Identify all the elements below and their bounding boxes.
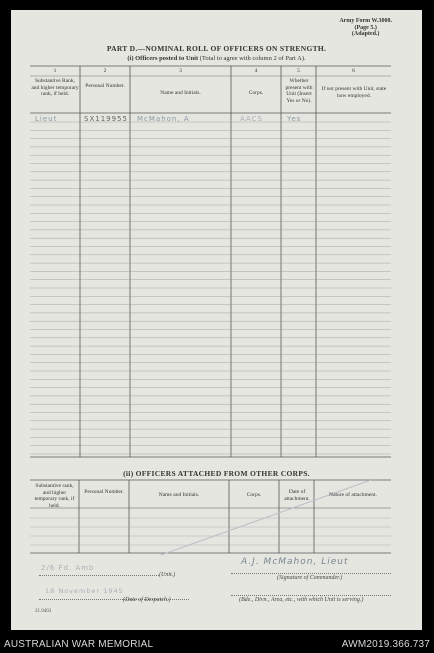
commander-signature: A.J. McMahon, Lieut: [241, 557, 349, 567]
form-number: Army Form W.3008.: [339, 18, 392, 24]
archive-institution: AUSTRALIAN WAR MEMORIAL: [4, 639, 154, 650]
t2-header-rank: Substantive rank, and higher temporary rank, if held.: [34, 483, 75, 509]
t1-header-present: Whether present with Unit (Insert Yes or No).: [285, 78, 313, 104]
t2-header-date: Date of attachment.: [284, 489, 310, 502]
t1-header-corps: Corps.: [248, 90, 264, 96]
entry-present: Yes: [287, 115, 302, 123]
col-num-1: 1: [53, 68, 57, 74]
form-sheet: [11, 10, 422, 630]
section2-title: (ii) OFFICERS ATTACHED FROM OTHER CORPS.: [123, 469, 310, 478]
section1-title: (i) Officers posted to Unit: [127, 55, 199, 62]
t1-header-name: Name and Initials.: [160, 90, 201, 96]
print-code: 21.9403: [35, 609, 52, 614]
archive-footer: [0, 634, 434, 653]
t1-header-employed: If not present with Unit, state how employed.: [321, 86, 387, 99]
col-num-6: 6: [352, 68, 355, 74]
date-label: (Date of Despatch.): [123, 597, 171, 603]
date-value: 18 November 1945: [45, 587, 124, 595]
col-num-5: 5: [297, 68, 300, 74]
col-num-2: 2: [103, 68, 107, 74]
col-num-3: 3: [179, 68, 182, 74]
table1-grid: [11, 10, 422, 630]
formation-label: (Bde., Divn., Area, etc., with which Unit is serving.): [239, 597, 364, 603]
archive-accession: AWM2019.366.737: [341, 639, 430, 650]
t1-header-number: Personal Number.: [85, 83, 125, 89]
signature-line: [231, 573, 391, 574]
unit-value: 2/6 Fd. Amb: [41, 564, 95, 572]
entry-rank: Lieut: [35, 115, 58, 123]
entry-number: SX119955: [84, 115, 128, 123]
unit-line: [39, 575, 159, 576]
entry-name: McMahon, A: [137, 115, 190, 123]
unit-label: (Unit.): [159, 572, 176, 578]
t2-header-number: Personal Number.: [84, 489, 124, 495]
t1-header-rank: Substantive Rank, and higher temporary rank, if held.: [31, 78, 79, 97]
form-page: (Page 5.): [354, 24, 377, 31]
signature-label: (Signature of Commander.): [277, 575, 343, 581]
form-adapted: (Adapted.): [351, 31, 380, 37]
section1-note: (Total to agree with column 2 of Part A).: [199, 55, 306, 62]
part-title: PART D.—NOMINAL ROLL OF OFFICERS ON STRENGTH.: [106, 44, 327, 53]
t2-header-nature: Nature of attachment.: [329, 492, 377, 498]
col-num-4: 4: [254, 68, 258, 74]
entry-corps: AACS: [240, 115, 263, 123]
t2-header-corps: Corps.: [246, 492, 262, 498]
t2-header-name: Name and Initials.: [158, 492, 200, 498]
formation-line: [231, 595, 391, 596]
